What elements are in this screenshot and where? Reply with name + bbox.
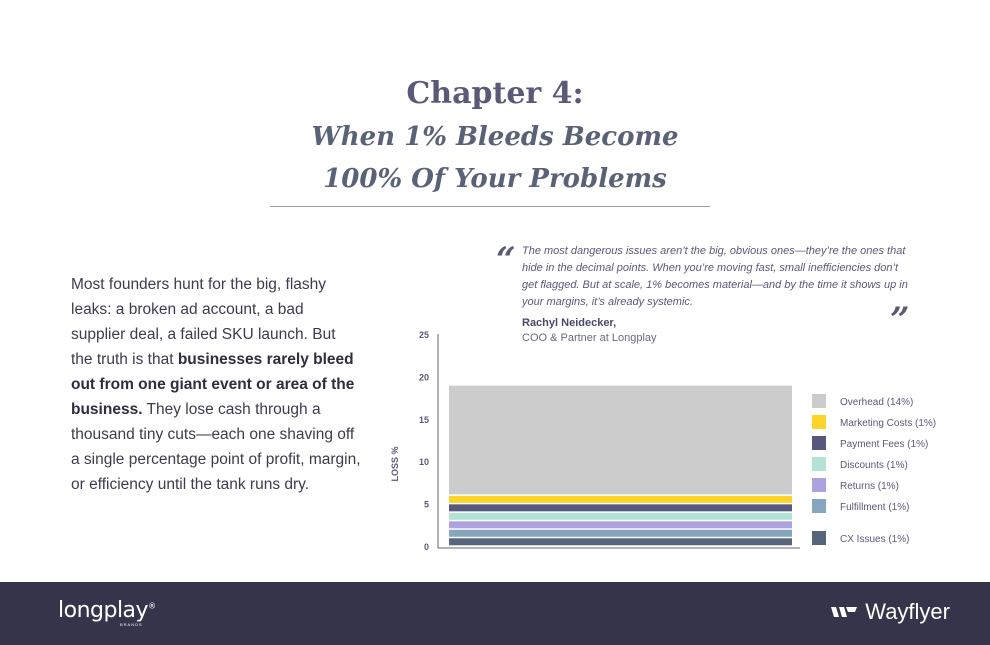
bar-segment xyxy=(449,386,792,495)
legend-swatch xyxy=(812,499,826,513)
bar-segment xyxy=(449,521,792,528)
legend-label: Marketing Costs (1%) xyxy=(840,418,937,429)
chapter-title: Chapter 4: xyxy=(406,76,584,111)
legend-label: Payment Fees (1%) xyxy=(840,439,929,450)
open-quote-mark: “ xyxy=(496,240,516,280)
legend-swatch xyxy=(812,478,826,492)
stacked-loss-chart xyxy=(380,320,960,560)
bar-segment xyxy=(449,513,792,520)
legend-swatch xyxy=(812,394,826,408)
legend-swatch xyxy=(812,415,826,429)
legend-label: Fulfillment (1%) xyxy=(840,502,910,513)
quote-text: The most dangerous issues aren’t the big, obvious ones—they’re the ones that hide in the decimal points. When you’re moving fast, small inefficiencies don’t get flagged. But at scale, 1% becomes material—and by the time it shows up in your margins, it’s already systemic. xyxy=(522,245,908,308)
footer-bar xyxy=(0,582,990,645)
y-tick-label: 5 xyxy=(423,499,429,510)
chapter-subtitle-line2: 100% Of Your Problems xyxy=(323,164,667,194)
wayflyer-mark-icon xyxy=(831,605,857,619)
quote-author: Rachyl Neidecker, xyxy=(522,317,617,329)
body-text-bold: businesses rarely bleed out from one giant event or area of the business. xyxy=(71,351,355,418)
title-divider xyxy=(270,206,710,207)
body-text-part1: Most founders hunt for the big, flashy leaks: a broken ad account, a bad supplier deal, a failed SKU launch. But the truth is that xyxy=(71,276,336,368)
body-text-part2: They lose cash through a thousand tiny cuts—each one shaving off a single percentage point of profit, margin, or efficiency until the tank runs dry. xyxy=(71,401,361,493)
y-tick-label: 20 xyxy=(418,372,429,383)
bar-segment xyxy=(449,504,792,511)
y-axis-label: LOSS % xyxy=(390,446,400,482)
close-quote-mark: ” xyxy=(890,300,910,340)
longplay-logo: longplay® xyxy=(58,598,156,623)
wayflyer-logo: Wayflyer xyxy=(831,599,950,625)
y-tick-label: 10 xyxy=(418,457,429,468)
longplay-logo-sub: BRANDS xyxy=(120,622,143,627)
bar-segment xyxy=(449,496,792,503)
y-tick-label: 0 xyxy=(423,542,429,552)
y-tick-label: 15 xyxy=(418,414,429,425)
legend-label: Overhead (14%) xyxy=(840,397,914,408)
body-paragraph xyxy=(71,272,361,497)
legend-label: Discounts (1%) xyxy=(840,460,908,471)
quote-author-role: COO & Partner at Longplay xyxy=(522,332,657,344)
legend-label: CX Issues (1%) xyxy=(840,534,910,545)
bar-segment xyxy=(449,530,792,537)
bar-segment xyxy=(449,538,792,545)
legend-label: Returns (1%) xyxy=(840,481,899,492)
chapter-subtitle-line1: When 1% Bleeds Become xyxy=(311,122,679,152)
y-tick-label: 25 xyxy=(418,330,429,340)
legend-swatch xyxy=(812,457,826,471)
legend-swatch xyxy=(812,531,826,545)
legend-swatch xyxy=(812,436,826,450)
